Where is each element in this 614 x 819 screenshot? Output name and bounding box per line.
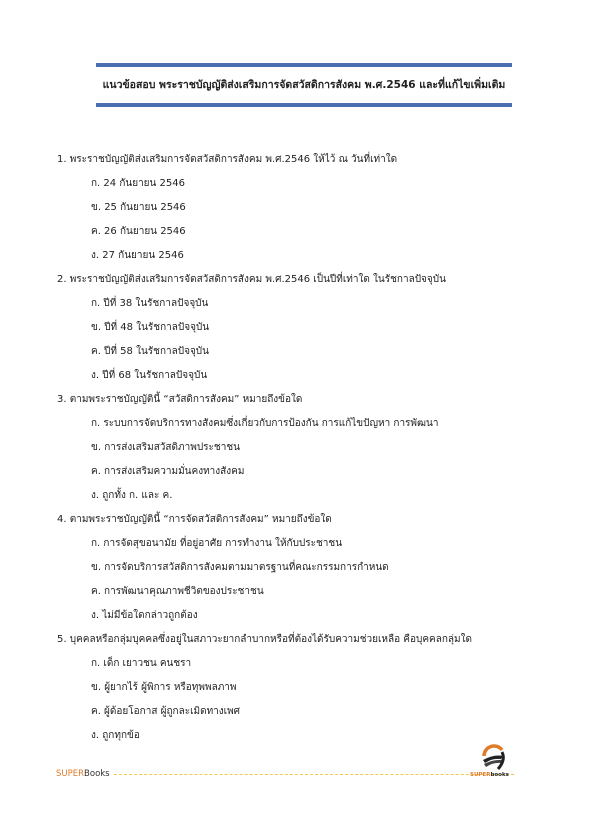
option-5b: ข. ผู้ยากไร้ ผู้พิการ หรือทุพพลภาพ (91, 682, 237, 693)
option-1d: ง. 27 กันยายน 2546 (91, 250, 184, 261)
option-2d: ง. ปีที่ 68 ในรัชกาลปัจจุบัน (91, 370, 208, 381)
option-1a: ก. 24 กันยายน 2546 (91, 178, 186, 189)
option-1b: ข. 25 กันยายน 2546 (91, 202, 186, 213)
option-4d: ง. ไม่มีข้อใดกล่าวถูกต้อง (91, 610, 198, 621)
question-1: 1. พระราชบัญญัติส่งเสริมการจัดสวัสดิการสังคม พ.ศ.2546 ให้ไว้ ณ วันที่เท่าใด (57, 154, 398, 165)
option-5a: ก. เด็ก เยาวชน คนชรา (91, 658, 192, 669)
option-4a: ก. การจัดสุขอนามัย ที่อยู่อาศัย การทำงาน ให้กับประชาชน (91, 538, 343, 549)
question-3: 3. ตามพระราชบัญญัตินี้ “สวัสดิการสังคม” หมายถึงข้อใด (57, 394, 303, 405)
header-rule-top (96, 63, 512, 67)
option-3d: ง. ถูกทั้ง ก. และ ค. (91, 490, 173, 501)
footer-brand: SUPERBooks (56, 769, 110, 779)
option-5d: ง. ถูกทุกข้อ (91, 730, 140, 741)
question-5: 5. บุคคลหรือกลุ่มบุคคลซึ่งอยู่ในสภาวะยากลำบากหรือที่ต้องได้รับความช่วยเหลือ คือบุคคลกลุ่มใด (57, 634, 472, 645)
option-5c: ค. ผู้ด้อยโอกาส ผู้ถูกละเมิดทางเพศ (91, 706, 241, 717)
option-1c: ค. 26 กันยายน 2546 (91, 226, 186, 237)
logo-wordmark: SUPERbooks (470, 772, 509, 778)
page-title: แนวข้อสอบ พระราชบัญญัติส่งเสริมการจัดสวัสดิการสังคม พ.ศ.2546 และที่แก้ไขเพิ่มเติม (102, 79, 506, 91)
page-footer (56, 767, 516, 781)
option-2a: ก. ปีที่ 38 ในรัชกาลปัจจุบัน (91, 298, 209, 309)
footer-dashed-divider (114, 774, 514, 775)
question-4: 4. ตามพระราชบัญญัตินี้ “การจัดสวัสดิการสังคม” หมายถึงข้อใด (57, 514, 332, 525)
option-3b: ข. การส่งเสริมสวัสดิภาพประชาชน (91, 442, 240, 453)
option-4c: ค. การพัฒนาคุณภาพชีวิตของประชาชน (91, 586, 264, 597)
option-4b: ข. การจัดบริการสวัสดิการสังคมตามมาตรฐานที่คณะกรรมการกำหนด (91, 562, 389, 573)
option-2c: ค. ปีที่ 58 ในรัชกาลปัจจุบัน (91, 346, 209, 357)
option-3c: ค. การส่งเสริมความมั่นคงทางสังคม (91, 466, 245, 477)
option-2b: ข. ปีที่ 48 ในรัชกาลปัจจุบัน (91, 322, 210, 333)
header-rule-bottom (96, 103, 512, 107)
question-2: 2. พระราชบัญญัติส่งเสริมการจัดสวัสดิการสังคม พ.ศ.2546 เป็นปีที่เท่าใด ในรัชกาลปัจจุบัน (57, 274, 446, 285)
option-3a: ก. ระบบการจัดบริการทางสังคมซึ่งเกี่ยวกับการป้องกัน การแก้ไขปัญหา การพัฒนา (91, 418, 439, 429)
question-list (57, 148, 577, 748)
